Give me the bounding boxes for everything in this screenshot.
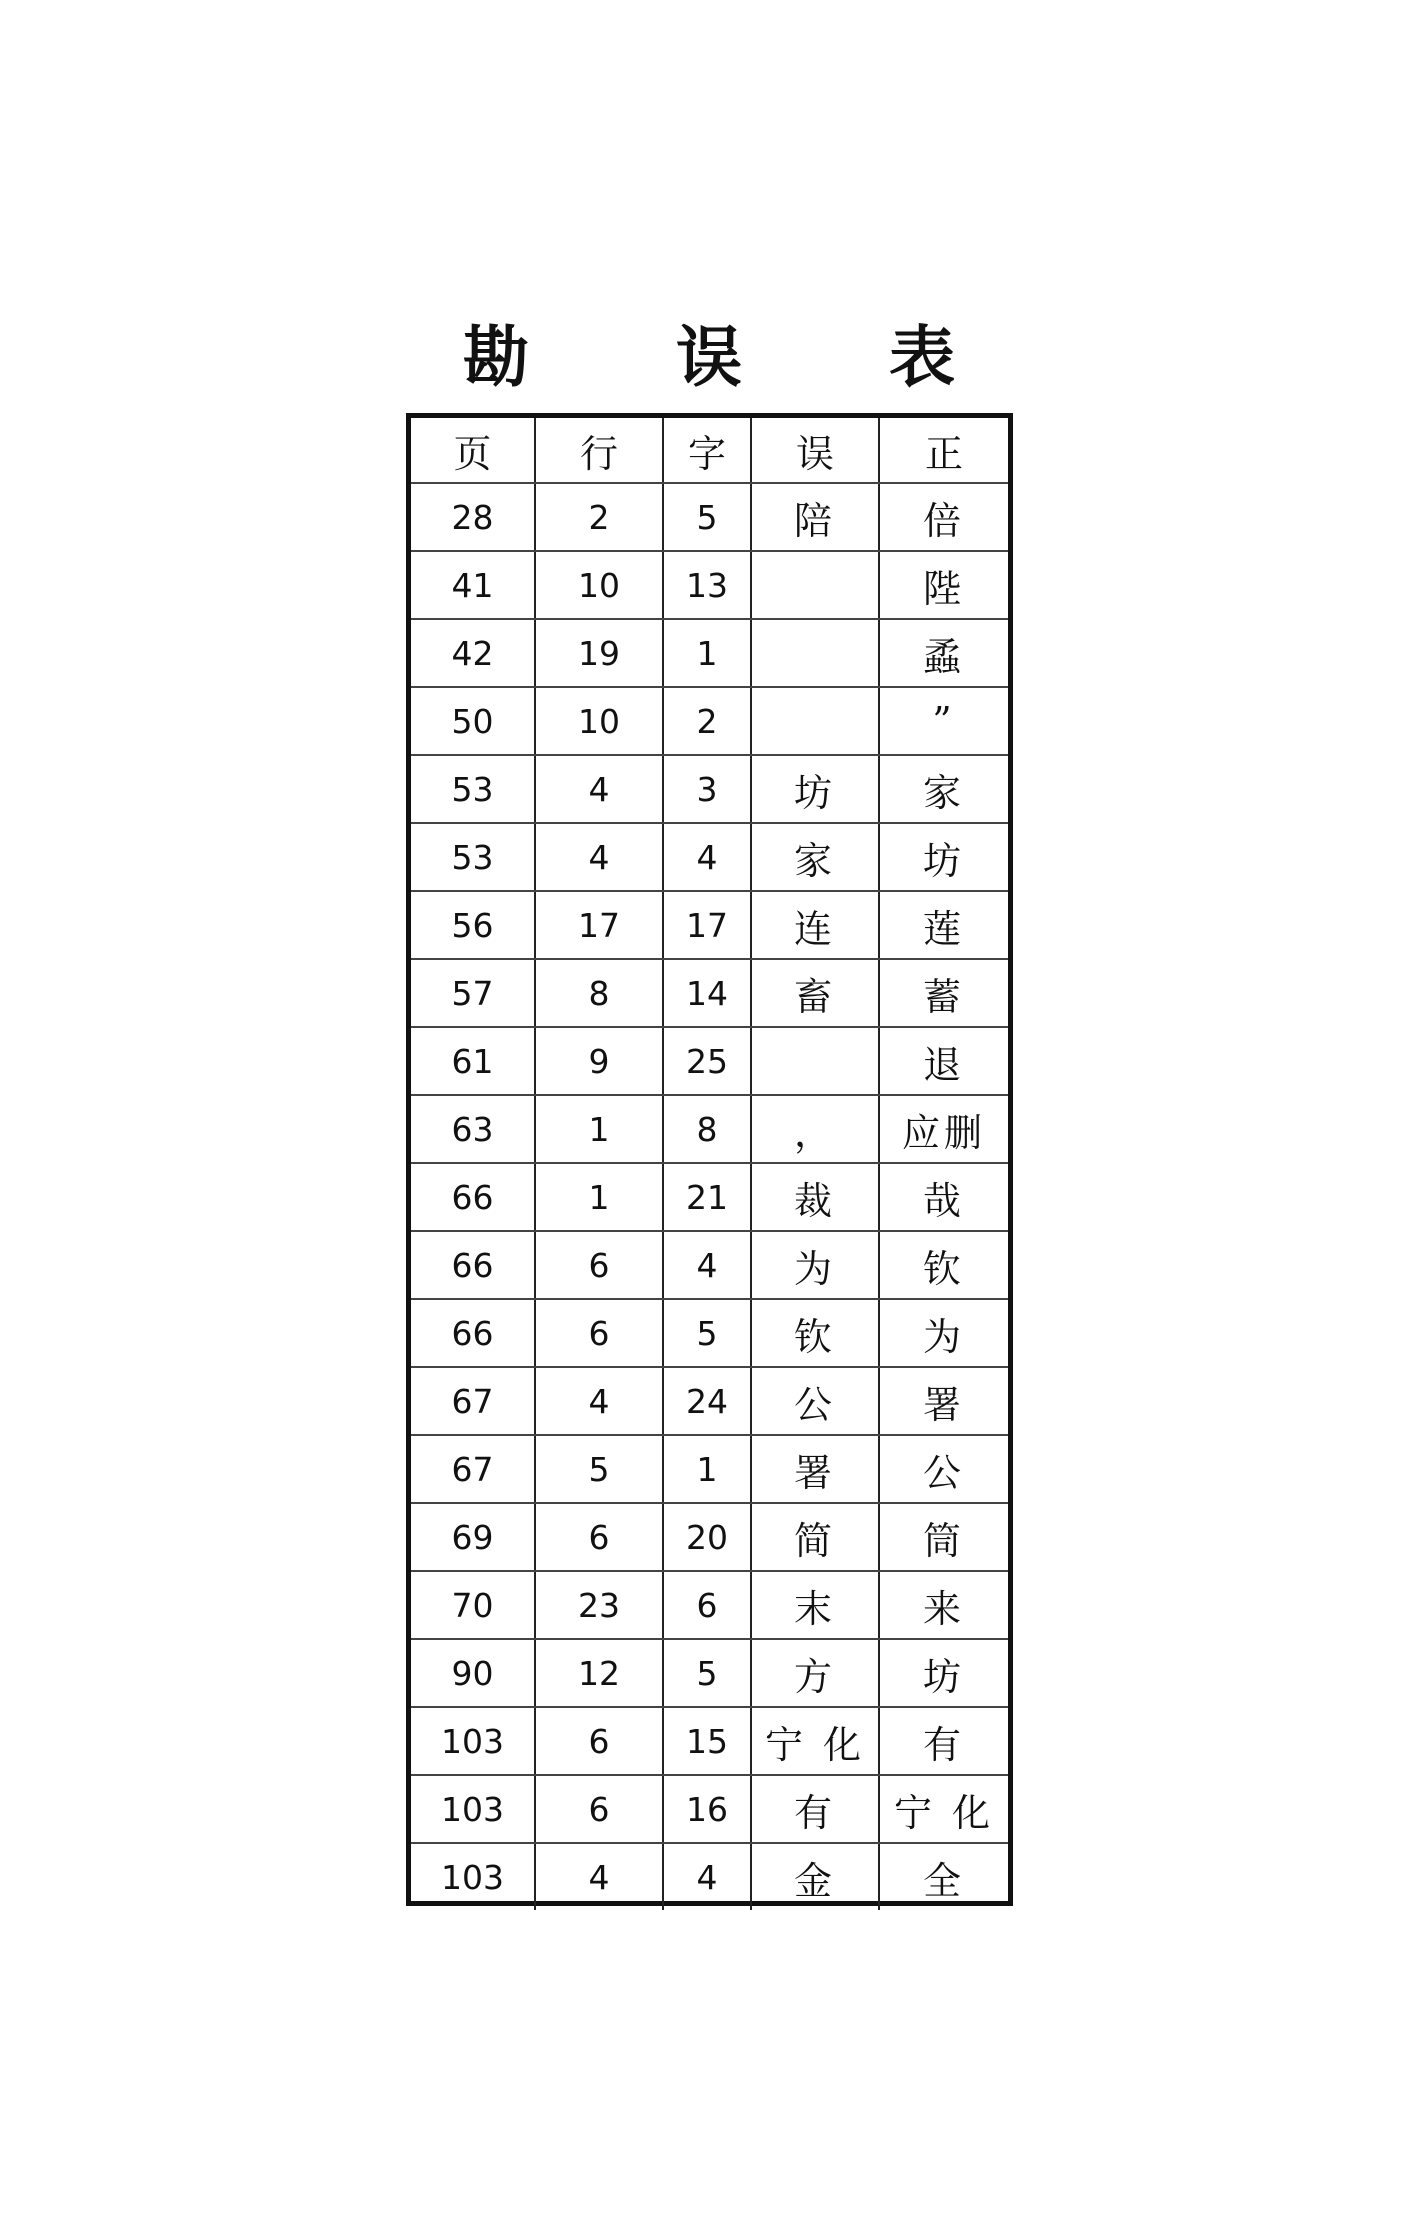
cell-line: 6 <box>535 1231 663 1299</box>
cell-line: 4 <box>535 1367 663 1435</box>
cell-page: 69 <box>411 1503 535 1571</box>
cell-error: 连 <box>751 891 879 959</box>
cell-line: 1 <box>535 1163 663 1231</box>
cell-correction: 坊 <box>879 823 1008 891</box>
cell-error: 公 <box>751 1367 879 1435</box>
table-row <box>411 1095 1008 1163</box>
table-row <box>411 1163 1008 1231</box>
cell-page: 103 <box>411 1707 535 1775</box>
table-row <box>411 1231 1008 1299</box>
cell-line: 23 <box>535 1571 663 1639</box>
cell-line: 10 <box>535 687 663 755</box>
cell-error: 金 <box>751 1843 879 1910</box>
cell-page: 103 <box>411 1775 535 1843</box>
header-row <box>411 418 1008 483</box>
cell-error: 方 <box>751 1639 879 1707</box>
cell-page: 67 <box>411 1367 535 1435</box>
cell-error <box>751 1027 879 1095</box>
cell-char: 15 <box>663 1707 751 1775</box>
table-row <box>411 1503 1008 1571</box>
cell-page: 53 <box>411 823 535 891</box>
cell-line: 19 <box>535 619 663 687</box>
errata-table <box>411 418 1008 1910</box>
cell-error: ， <box>751 1095 879 1163</box>
cell-error: 陪 <box>751 483 879 551</box>
cell-page: 90 <box>411 1639 535 1707</box>
cell-correction: 来 <box>879 1571 1008 1639</box>
cell-char: 6 <box>663 1571 751 1639</box>
cell-page: 66 <box>411 1163 535 1231</box>
table-row <box>411 1299 1008 1367</box>
cell-correction: 莲 <box>879 891 1008 959</box>
cell-char: 25 <box>663 1027 751 1095</box>
cell-correction: 退 <box>879 1027 1008 1095</box>
cell-char: 13 <box>663 551 751 619</box>
cell-correction: 坊 <box>879 1639 1008 1707</box>
cell-line: 10 <box>535 551 663 619</box>
cell-line: 6 <box>535 1707 663 1775</box>
cell-page: 57 <box>411 959 535 1027</box>
cell-page: 41 <box>411 551 535 619</box>
cell-line: 1 <box>535 1095 663 1163</box>
cell-correction: 署 <box>879 1367 1008 1435</box>
cell-error: 有 <box>751 1775 879 1843</box>
cell-char: 3 <box>663 755 751 823</box>
cell-char: 24 <box>663 1367 751 1435</box>
cell-page: 28 <box>411 483 535 551</box>
cell-line: 6 <box>535 1299 663 1367</box>
cell-error: 末 <box>751 1571 879 1639</box>
cell-correction: 陛 <box>879 551 1008 619</box>
cell-correction: 蟊 <box>879 619 1008 687</box>
table-row <box>411 1639 1008 1707</box>
table-row <box>411 687 1008 755</box>
cell-char: 21 <box>663 1163 751 1231</box>
header-line: 行 <box>535 418 663 483</box>
cell-char: 5 <box>663 1299 751 1367</box>
table-row <box>411 1027 1008 1095</box>
cell-line: 12 <box>535 1639 663 1707</box>
cell-page: 61 <box>411 1027 535 1095</box>
table-row <box>411 1775 1008 1843</box>
cell-line: 2 <box>535 483 663 551</box>
cell-page: 66 <box>411 1299 535 1367</box>
cell-correction: 家 <box>879 755 1008 823</box>
cell-char: 2 <box>663 687 751 755</box>
cell-line: 6 <box>535 1775 663 1843</box>
cell-correction: ” <box>879 687 1008 755</box>
cell-correction: 钦 <box>879 1231 1008 1299</box>
cell-error: 为 <box>751 1231 879 1299</box>
cell-page: 63 <box>411 1095 535 1163</box>
cell-line: 6 <box>535 1503 663 1571</box>
cell-char: 5 <box>663 1639 751 1707</box>
cell-error <box>751 551 879 619</box>
table-row <box>411 483 1008 551</box>
cell-error: 畜 <box>751 959 879 1027</box>
cell-error: 钦 <box>751 1299 879 1367</box>
cell-char: 14 <box>663 959 751 1027</box>
cell-error: 裁 <box>751 1163 879 1231</box>
page-title: 勘 误 表 <box>463 318 1017 396</box>
header-correction: 正 <box>879 418 1008 483</box>
cell-page: 66 <box>411 1231 535 1299</box>
cell-char: 4 <box>663 1843 751 1910</box>
header-char: 字 <box>663 418 751 483</box>
cell-page: 42 <box>411 619 535 687</box>
cell-correction: 有 <box>879 1707 1008 1775</box>
cell-line: 9 <box>535 1027 663 1095</box>
cell-error: 家 <box>751 823 879 891</box>
table-row <box>411 891 1008 959</box>
cell-correction: 宁 化 <box>879 1775 1008 1843</box>
cell-correction: 公 <box>879 1435 1008 1503</box>
cell-error: 简 <box>751 1503 879 1571</box>
cell-char: 17 <box>663 891 751 959</box>
cell-correction: 筒 <box>879 1503 1008 1571</box>
cell-correction: 全 <box>879 1843 1008 1910</box>
cell-error <box>751 619 879 687</box>
table-row <box>411 619 1008 687</box>
table-row <box>411 823 1008 891</box>
cell-line: 8 <box>535 959 663 1027</box>
table-row <box>411 1707 1008 1775</box>
cell-page: 56 <box>411 891 535 959</box>
cell-error <box>751 687 879 755</box>
header-page: 页 <box>411 418 535 483</box>
table-row <box>411 959 1008 1027</box>
cell-correction: 哉 <box>879 1163 1008 1231</box>
cell-line: 4 <box>535 1843 663 1910</box>
cell-line: 17 <box>535 891 663 959</box>
cell-char: 16 <box>663 1775 751 1843</box>
cell-page: 67 <box>411 1435 535 1503</box>
cell-page: 70 <box>411 1571 535 1639</box>
errata-table-frame <box>406 413 1013 1906</box>
table-row <box>411 1435 1008 1503</box>
cell-char: 4 <box>663 823 751 891</box>
cell-correction: 蓄 <box>879 959 1008 1027</box>
cell-char: 20 <box>663 1503 751 1571</box>
header-error: 误 <box>751 418 879 483</box>
errata-table-body <box>411 483 1008 1910</box>
cell-line: 4 <box>535 755 663 823</box>
cell-correction: 倍 <box>879 483 1008 551</box>
cell-char: 5 <box>663 483 751 551</box>
cell-error: 署 <box>751 1435 879 1503</box>
cell-line: 4 <box>535 823 663 891</box>
table-row <box>411 551 1008 619</box>
cell-page: 50 <box>411 687 535 755</box>
cell-error: 宁 化 <box>751 1707 879 1775</box>
cell-page: 53 <box>411 755 535 823</box>
cell-page: 103 <box>441 1857 504 1897</box>
cell-char: 1 <box>663 619 751 687</box>
table-row <box>411 1571 1008 1639</box>
cell-line: 5 <box>535 1435 663 1503</box>
cell-char: 8 <box>663 1095 751 1163</box>
table-row <box>411 1843 1008 1910</box>
table-row <box>411 1367 1008 1435</box>
cell-correction: 为 <box>879 1299 1008 1367</box>
table-row <box>411 755 1008 823</box>
cell-char: 1 <box>663 1435 751 1503</box>
cell-correction: 应删 <box>879 1095 1008 1163</box>
cell-error: 坊 <box>751 755 879 823</box>
cell-char: 4 <box>663 1231 751 1299</box>
